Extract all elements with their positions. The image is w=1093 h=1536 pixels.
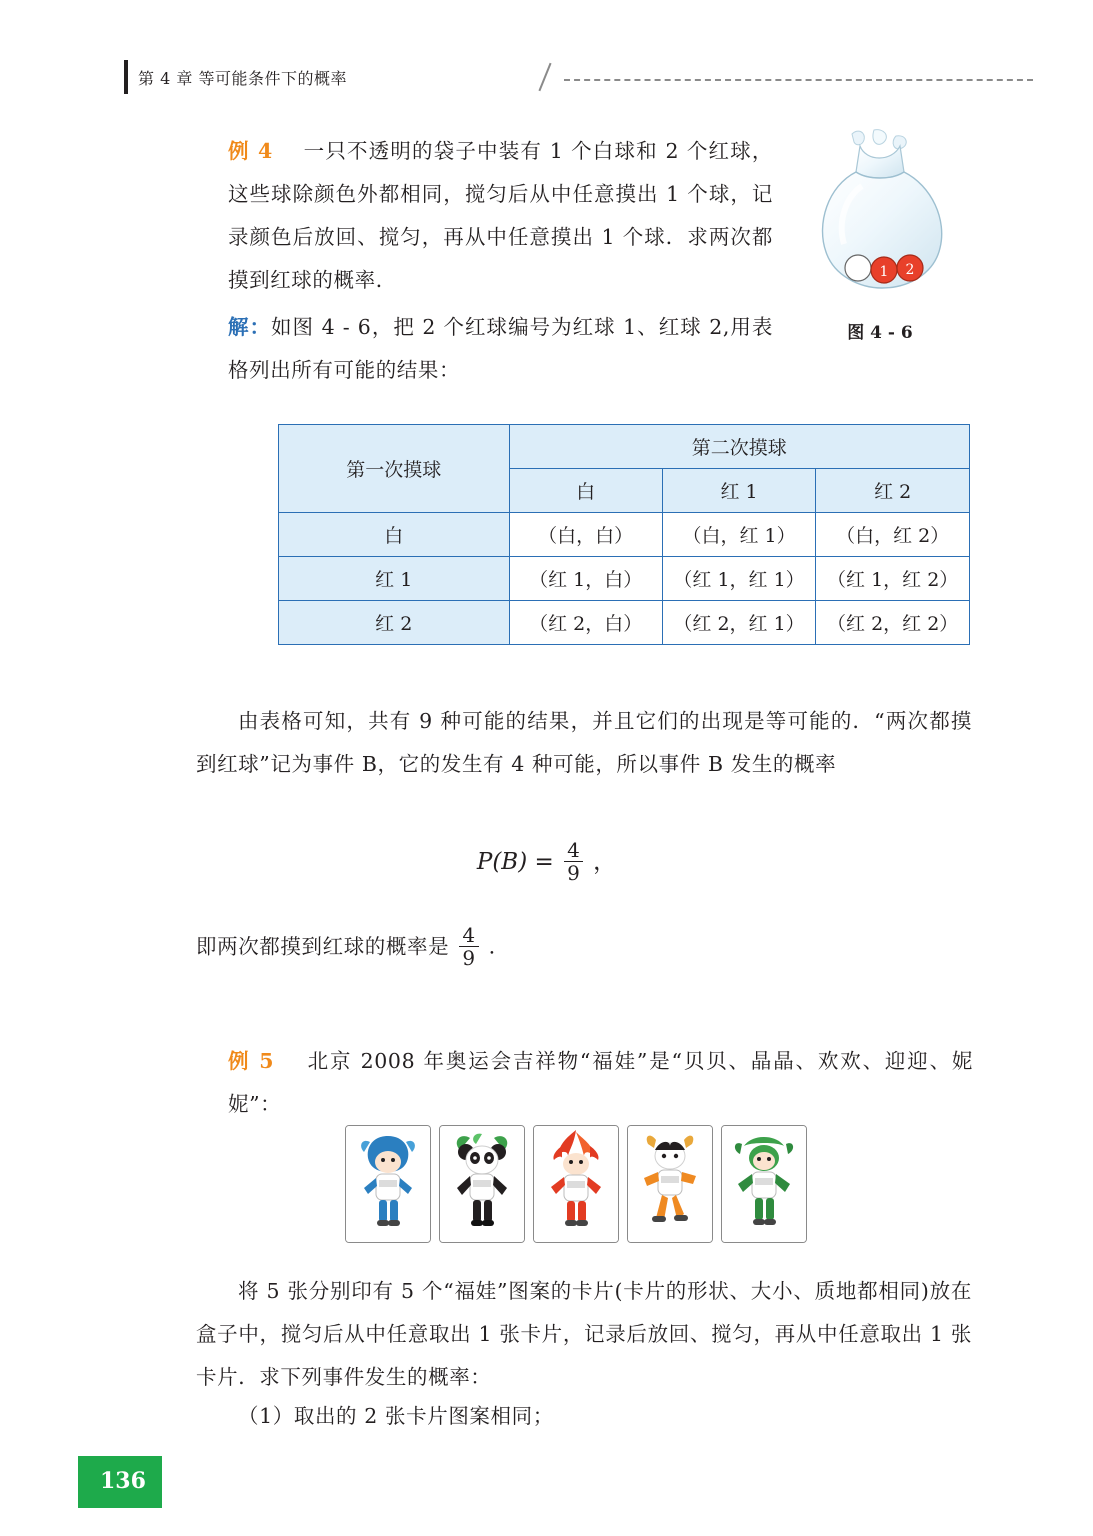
example-4-solution (228, 306, 773, 392)
formula-fraction (564, 839, 583, 885)
mascot-card-yingying (627, 1125, 713, 1243)
svg-text:2: 2 (905, 262, 915, 278)
header-accent-bar (124, 60, 128, 94)
formula-trailing-comma: ， (593, 848, 617, 875)
example-5-tail-paragraph: 将 5 张分别印有 5 个“福娃”图案的卡片(卡片的形状、大小、质地都相同)放在盒子中，搅匀后从中任意取出 1 张卡片，记录后放回、搅匀，再从中任意取出 1 张卡片．求下列事件发生的概率： (196, 1279, 972, 1389)
table-cell-r3c2: （红 2，红 1） (662, 601, 816, 645)
example-5-label: 例 5 (228, 1049, 275, 1073)
header-dashed-rule (564, 79, 1033, 81)
mascot-card-row (345, 1125, 807, 1243)
table-row (279, 557, 970, 601)
conclusion-suffix: ． (488, 934, 510, 959)
figure-caption: 图 4 - 6 (847, 323, 913, 343)
svg-text:1: 1 (879, 264, 889, 280)
table-row (279, 601, 970, 645)
conclusion-numerator: 4 (462, 923, 476, 947)
conclusion-prefix: 即两次都摸到红球的概率是 (196, 934, 450, 959)
solution-text: 如图 4 - 6，把 2 个红球编号为红球 1、红球 2,用表格列出所有可能的结果： (228, 315, 774, 382)
table-row-header-2: 红 1 (279, 557, 510, 601)
page-header (124, 60, 1033, 94)
table-cell-r2c3: （红 1，红 2） (816, 557, 970, 601)
example-4-label: 例 4 (228, 139, 273, 163)
table-cell-r2c1: （红 1，白） (509, 557, 662, 601)
formula-numerator: 4 (567, 838, 580, 862)
outcomes-table-wrapper (278, 424, 970, 645)
bag-with-balls-illustration (800, 128, 960, 298)
formula-denominator: 9 (564, 861, 583, 884)
table-row (279, 513, 970, 557)
mascot-card-nini (721, 1125, 807, 1243)
example-4-text: 一只不透明的袋子中装有 1 个白球和 2 个红球，这些球除颜色外都相同，搅匀后从中任意摸出 1 个球，记录颜色后放回、搅匀，再从中任意摸出 1 个球．求两次都摸到红球的概率． (228, 139, 773, 292)
header-slash-decoration (538, 63, 551, 92)
table-col-header-3: 红 2 (816, 469, 970, 513)
example-5-question-1 (196, 1395, 972, 1438)
table-row (279, 425, 970, 469)
table-corner-header: 第一次摸球 (279, 425, 510, 513)
table-cell-r1c3: （白，红 2） (816, 513, 970, 557)
mascot-card-beibei (345, 1125, 431, 1243)
chapter-title: 第 4 章 等可能条件下的概率 (138, 69, 347, 88)
solution-label: 解： (228, 315, 272, 339)
mascot-card-jingjing (439, 1125, 525, 1243)
table-cell-r3c3: （红 2，红 2） (816, 601, 970, 645)
probability-formula (0, 840, 1093, 886)
page-number: 136 (100, 1468, 146, 1494)
example-4-statement (228, 130, 773, 302)
question-1-text: （1）取出的 2 张卡片图案相同； (238, 1404, 554, 1428)
table-col-header-2: 红 1 (662, 469, 816, 513)
example-5-statement (228, 1040, 973, 1126)
mascot-card-huanhuan (533, 1125, 619, 1243)
table-cell-r1c2: （白，红 1） (662, 513, 816, 557)
conclusion-fraction (459, 924, 478, 970)
table-row-header-3: 红 2 (279, 601, 510, 645)
table-cell-r1c1: （白，白） (509, 513, 662, 557)
conclusion-denominator: 9 (459, 946, 478, 969)
table-top-header: 第二次摸球 (509, 425, 970, 469)
table-col-header-1: 白 (509, 469, 662, 513)
outcomes-table (278, 424, 970, 645)
table-row-header-1: 白 (279, 513, 510, 557)
example-5-text: 北京 2008 年奥运会吉祥物“福娃”是“贝贝、晶晶、欢欢、迎迎、妮妮”： (228, 1049, 974, 1116)
conclusion-line (196, 925, 972, 971)
table-cell-r2c2: （红 1，红 1） (662, 557, 816, 601)
after-table-paragraph: 由表格可知，共有 9 种可能的结果，并且它们的出现是等可能的．“两次都摸到红球”记为事件 B，它的发生有 4 种可能，所以事件 B 发生的概率 (196, 709, 972, 776)
table-cell-r3c1: （红 2，白） (509, 601, 662, 645)
formula-lhs: P(B) = (476, 848, 554, 875)
